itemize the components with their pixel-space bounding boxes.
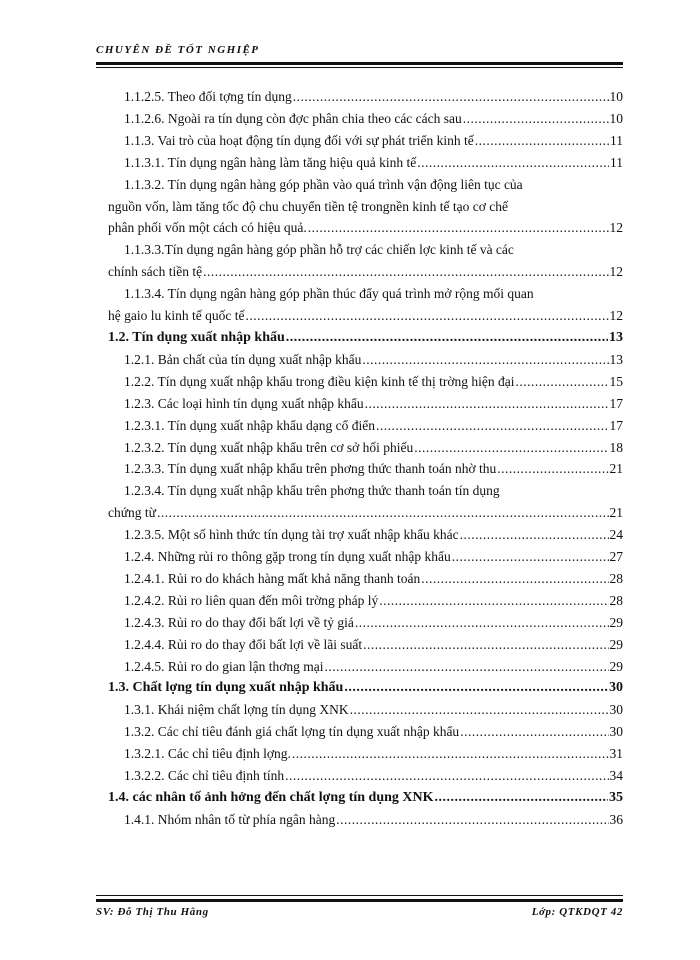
dot-leader bbox=[293, 86, 609, 108]
table-of-contents bbox=[108, 86, 623, 831]
toc-entry-title: 1.2.3.5. Một số hình thức tín dụng tài trợ xuất nhập khẩu khác bbox=[124, 527, 459, 543]
toc-entry bbox=[108, 393, 623, 415]
dot-leader bbox=[460, 721, 608, 743]
dot-leader bbox=[336, 809, 608, 831]
toc-page-number: 10 bbox=[609, 110, 623, 126]
toc-entry bbox=[108, 371, 623, 393]
toc-entry-title: 1.2.3.3. Tín dụng xuất nhập khẩu trên phơng thức thanh toán nhờ thu bbox=[124, 461, 497, 477]
toc-entry bbox=[108, 480, 623, 524]
toc-entry bbox=[108, 174, 623, 240]
toc-page-number: 12 bbox=[609, 264, 623, 280]
footer-class: Lớp: QTKDQT 42 bbox=[531, 906, 623, 918]
toc-entry-title: 1.1.2.6. Ngoài ra tín dụng còn đợc phân chia theo các cách sau bbox=[124, 110, 462, 126]
toc-entry-line: nguồn vốn, làm tăng tốc độ chu chuyển tiền tệ trongnền kinh tế tạo cơ chế bbox=[108, 198, 509, 214]
dot-leader bbox=[414, 437, 608, 459]
toc-page-number: 35 bbox=[609, 790, 623, 805]
toc-page-number: 24 bbox=[609, 527, 623, 543]
dot-leader bbox=[376, 415, 609, 437]
dot-leader bbox=[497, 458, 608, 480]
toc-entry bbox=[108, 86, 623, 108]
toc-entry-title: 1.2.4.3. Rủi ro do thay đổi bất lợi về tỷ giá bbox=[124, 614, 354, 630]
toc-entry-title: 1.3. Chất lợng tín dụng xuất nhập khẩu bbox=[108, 680, 344, 696]
toc-section-heading bbox=[108, 677, 623, 699]
toc-entry-title: chứng từ bbox=[108, 505, 157, 521]
toc-entry-title: 1.1.3.1. Tín dụng ngân hàng làm tăng hiệu quả kinh tế bbox=[124, 154, 417, 170]
toc-section-heading bbox=[108, 787, 623, 809]
dot-leader bbox=[203, 261, 608, 283]
toc-entry bbox=[108, 130, 623, 152]
dot-leader bbox=[245, 305, 608, 327]
toc-page-number: 36 bbox=[609, 811, 623, 827]
toc-entry-title: 1.3.2. Các chỉ tiêu đánh giá chất lợng tín dụng xuất nhập khẩu bbox=[124, 724, 460, 740]
toc-entry-title: 1.2.4.1. Rủi ro do khách hàng mất khả năng thanh toán bbox=[124, 570, 421, 586]
toc-entry-title: 1.3.2.2. Các chỉ tiêu định tính bbox=[124, 768, 285, 784]
toc-entry-title: 1.4. các nhân tố ảnh hởng đến chất lợng tín dụng XNK bbox=[108, 790, 434, 805]
dot-leader bbox=[325, 656, 609, 678]
toc-entry-title: 1.2.4. Những rủi ro thông gặp trong tín dụng xuất nhập khẩu bbox=[124, 549, 451, 565]
toc-entry-title: 1.1.2.5. Theo đối tợng tín dụng bbox=[124, 89, 292, 104]
toc-page-number: 11 bbox=[610, 132, 623, 148]
dot-leader bbox=[417, 152, 609, 174]
footer-author: SV: Đỗ Thị Thu Hằng bbox=[96, 906, 209, 918]
toc-page-number: 12 bbox=[609, 220, 623, 236]
dot-leader bbox=[421, 568, 608, 590]
toc-entry-title: 1.2.3.1. Tín dụng xuất nhập khẩu dạng cổ điển bbox=[124, 417, 375, 433]
toc-section-heading bbox=[108, 327, 623, 349]
toc-page-number: 27 bbox=[609, 549, 623, 565]
toc-page-number: 31 bbox=[609, 746, 623, 762]
toc-entry-title: 1.2.4.2. Rủi ro liên quan đến môi trờng pháp lý bbox=[124, 592, 379, 608]
toc-entry bbox=[108, 765, 623, 787]
toc-entry bbox=[108, 283, 623, 327]
toc-entry bbox=[108, 809, 623, 831]
toc-entry bbox=[108, 743, 623, 765]
dot-leader bbox=[344, 677, 608, 699]
dot-leader bbox=[435, 787, 608, 809]
toc-page-number: 28 bbox=[609, 570, 623, 586]
toc-entry-title: 1.3.2.1. Các chỉ tiêu định lợng. bbox=[124, 746, 291, 762]
dot-leader bbox=[515, 371, 608, 393]
toc-entry bbox=[108, 590, 623, 612]
toc-entry bbox=[108, 437, 623, 459]
toc-page-number: 30 bbox=[609, 702, 623, 718]
toc-entry-line: 1.2.3.4. Tín dụng xuất nhập khẩu trên phơng thức thanh toán tín dụng bbox=[124, 483, 500, 499]
toc-entry bbox=[108, 349, 623, 371]
toc-page-number: 17 bbox=[609, 395, 623, 411]
toc-entry-title: 1.2.4.5. Rủi ro do gian lận thơng mại bbox=[124, 658, 324, 674]
toc-entry bbox=[108, 656, 623, 678]
toc-entry-title: chính sách tiền tệ bbox=[108, 264, 203, 280]
toc-page-number: 29 bbox=[609, 636, 623, 652]
toc-entry-title: hệ gaio lu kinh tế quốc tế bbox=[108, 308, 245, 324]
toc-page-number: 30 bbox=[609, 680, 623, 696]
dot-leader bbox=[292, 743, 609, 765]
toc-entry bbox=[108, 524, 623, 546]
toc-entry bbox=[108, 612, 623, 634]
toc-entry bbox=[108, 568, 623, 590]
toc-entry bbox=[108, 699, 623, 721]
dot-leader bbox=[350, 699, 609, 721]
footer-rule-thick bbox=[96, 899, 623, 902]
toc-page-number: 13 bbox=[609, 329, 623, 345]
toc-entry bbox=[108, 721, 623, 743]
toc-page-number: 21 bbox=[609, 461, 623, 477]
toc-entry-title: 1.2.3. Các loại hình tín dụng xuất nhập khẩu bbox=[124, 395, 364, 411]
toc-entry-title: 1.2. Tín dụng xuất nhập khẩu bbox=[108, 329, 285, 345]
toc-entry bbox=[108, 634, 623, 656]
dot-leader bbox=[362, 349, 608, 371]
dot-leader bbox=[157, 502, 608, 524]
toc-entry bbox=[108, 415, 623, 437]
toc-entry-title: phân phối vốn một cách có hiệu quả. bbox=[108, 220, 307, 236]
toc-entry-title: 1.3.1. Khái niệm chất lợng tín dụng XNK bbox=[124, 702, 349, 718]
dot-leader bbox=[355, 612, 609, 634]
toc-entry bbox=[108, 239, 623, 283]
toc-entry-title: 1.2.2. Tín dụng xuất nhập khẩu trong điều kiện kinh tế thị trờng hiện đại bbox=[124, 373, 515, 389]
toc-entry bbox=[108, 546, 623, 568]
toc-page-number: 29 bbox=[609, 614, 623, 630]
header-rule-thick bbox=[96, 62, 623, 65]
toc-page-number: 13 bbox=[609, 351, 623, 367]
toc-page-number: 30 bbox=[609, 724, 623, 740]
toc-entry-title: 1.1.3. Vai trò của hoạt động tín dụng đối với sự phát triển kinh tế bbox=[124, 132, 474, 148]
toc-page-number: 34 bbox=[609, 768, 623, 784]
toc-entry-line: 1.1.3.3.Tín dụng ngân hàng góp phần hỗ trợ các chiến lợc kinh tế và các bbox=[124, 242, 514, 258]
toc-entry-line: 1.1.3.4. Tín dụng ngân hàng góp phần thúc đẩy quá trình mở rộng mối quan bbox=[124, 286, 534, 302]
toc-entry bbox=[108, 152, 623, 174]
dot-leader bbox=[365, 393, 609, 415]
toc-entry-line: 1.1.3.2. Tín dụng ngân hàng góp phần vào quá trình vận động liên tục của bbox=[124, 176, 523, 192]
toc-page-number: 21 bbox=[609, 505, 623, 521]
dot-leader bbox=[463, 108, 609, 130]
toc-entry-title: 1.2.1. Bản chất của tín dụng xuất nhập khẩu bbox=[124, 351, 362, 367]
toc-page-number: 18 bbox=[609, 439, 623, 455]
dot-leader bbox=[475, 130, 609, 152]
toc-page-number: 29 bbox=[609, 658, 623, 674]
dot-leader bbox=[452, 546, 609, 568]
dot-leader bbox=[379, 590, 608, 612]
dot-leader bbox=[460, 524, 609, 546]
toc-entry-title: 1.2.3.2. Tín dụng xuất nhập khẩu trên cơ sở hối phiếu bbox=[124, 439, 414, 455]
toc-page-number: 28 bbox=[609, 592, 623, 608]
header-rule-thin bbox=[96, 67, 623, 68]
toc-page-number: 15 bbox=[609, 373, 623, 389]
footer-rule-thin bbox=[96, 895, 623, 896]
dot-leader bbox=[308, 217, 609, 239]
dot-leader bbox=[286, 327, 608, 349]
toc-page-number: 10 bbox=[609, 89, 623, 104]
toc-entry-title: 1.4.1. Nhóm nhân tố từ phía ngân hàng bbox=[124, 811, 336, 827]
toc-entry bbox=[108, 458, 623, 480]
page-header: CHUYÊN ĐỀ TỐT NGHIỆP bbox=[96, 44, 260, 56]
toc-entry bbox=[108, 108, 623, 130]
toc-page-number: 17 bbox=[609, 417, 623, 433]
toc-page-number: 11 bbox=[610, 154, 623, 170]
toc-entry-title: 1.2.4.4. Rủi ro do thay đổi bất lợi về lãi suất bbox=[124, 636, 363, 652]
dot-leader bbox=[285, 765, 608, 787]
toc-page-number: 12 bbox=[609, 308, 623, 324]
dot-leader bbox=[363, 634, 608, 656]
